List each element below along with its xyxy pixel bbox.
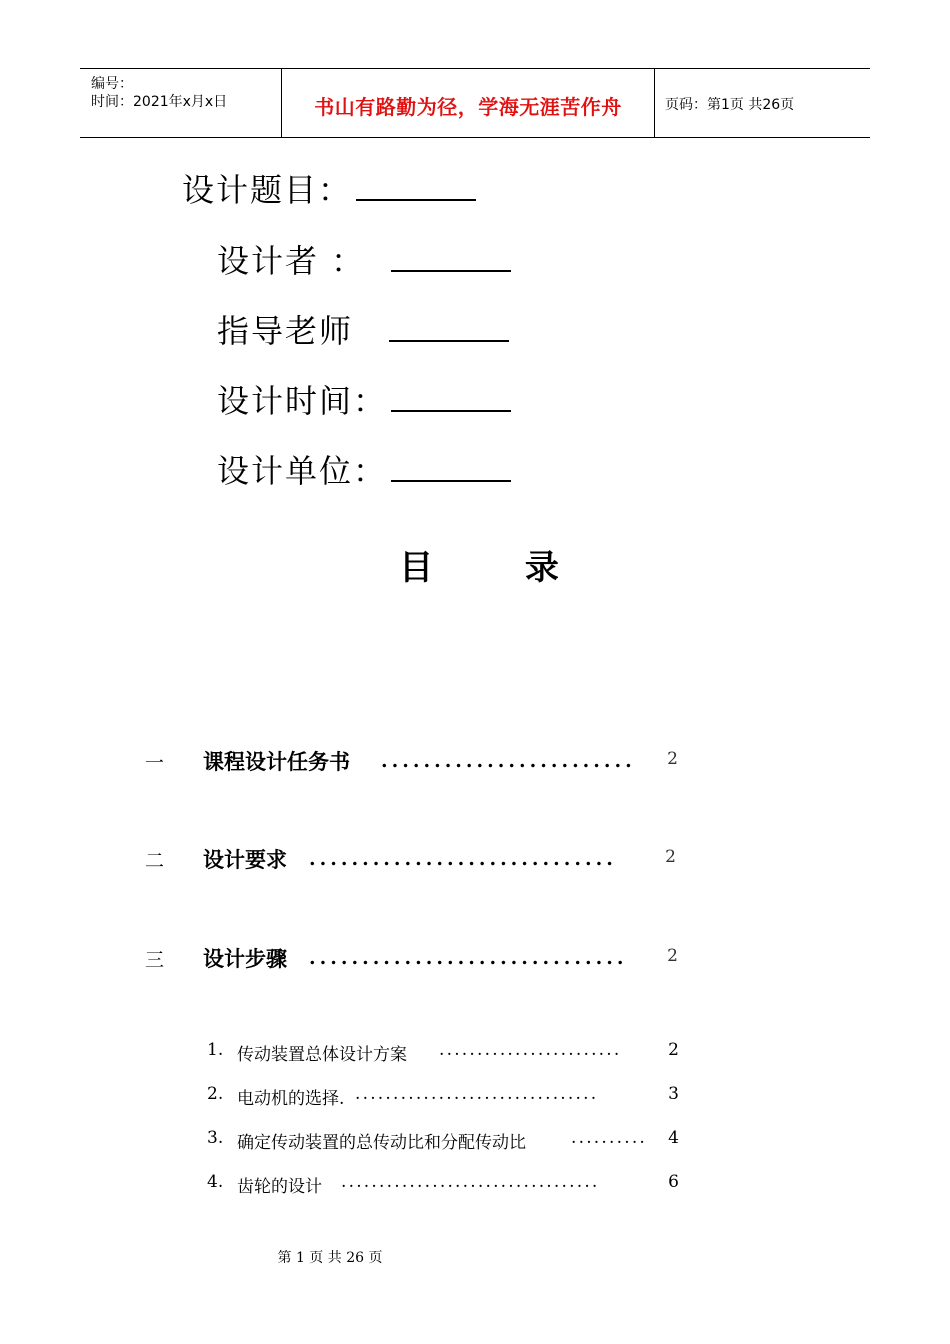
field-blank-line (391, 240, 511, 272)
toc-leader-dots: ................................ (355, 1084, 599, 1104)
toc-entry-page: 2 (667, 946, 678, 966)
toc-subentry[interactable] (207, 1172, 679, 1196)
toc-entry-text: 设计步骤 (203, 947, 287, 971)
header-motto-cell (282, 69, 655, 137)
toc-subentry[interactable] (207, 1128, 679, 1152)
toc-leader-dots: .............................. (309, 947, 628, 969)
motto-text: 书山有路勤为径，学海无涯苦作舟 (314, 95, 622, 119)
field-label: 设计题目： (182, 171, 353, 209)
field-designer (217, 236, 511, 282)
field-blank-line (356, 169, 476, 201)
toc-entry[interactable] (145, 844, 680, 874)
field-label: 设计者 ： (217, 242, 366, 280)
toc-entry-page: 2 (665, 847, 676, 867)
toc-leader-dots: ........................ (439, 1040, 622, 1060)
field-design-unit (217, 446, 511, 492)
toc-entry[interactable] (145, 943, 680, 973)
toc-subentry-text: 确定传动装置的总传动比和分配传动比 (237, 1133, 526, 1153)
time-label: 时间：2021年x月x日 (91, 94, 228, 110)
toc-subentry-text: 传动装置总体设计方案 (237, 1045, 407, 1065)
field-label: 设计时间： (217, 382, 388, 420)
field-advisor (217, 306, 509, 352)
page-footer: 第 1 页 共 26 页 (277, 1250, 383, 1266)
header-meta-cell (80, 69, 282, 137)
toc-title: 目 录 (399, 548, 599, 588)
field-blank-line (391, 450, 511, 482)
toc-entry-number: 一 (145, 752, 165, 774)
field-design-time (217, 376, 511, 422)
field-blank-line (389, 310, 509, 342)
header-page-number: 页码：第1页 共26页 (665, 97, 795, 113)
toc-subentry-page: 2 (668, 1040, 679, 1060)
serial-number-label: 编号： (91, 76, 133, 92)
toc-leader-dots: .................................. (341, 1172, 600, 1192)
page-header (80, 68, 870, 138)
toc-leader-dots: ............................. (309, 848, 617, 870)
toc-subentry-number: 3. (207, 1128, 224, 1148)
toc-subentry-text: 电动机的选择. (237, 1089, 345, 1109)
toc-entry-page: 2 (667, 749, 678, 769)
header-page-cell (655, 69, 870, 137)
field-label: 指导老师 (217, 312, 354, 350)
toc-subentry[interactable] (207, 1084, 679, 1108)
toc-subentry-text: 齿轮的设计 (237, 1177, 322, 1197)
toc-leader-dots: .......... (571, 1128, 648, 1148)
toc-subentry-page: 6 (668, 1172, 679, 1192)
toc-leader-dots: ........................ (381, 750, 636, 772)
field-label: 设计单位： (217, 452, 388, 490)
toc-subentry-page: 3 (668, 1084, 679, 1104)
field-blank-line (391, 380, 511, 412)
toc-subentry-number: 2. (207, 1084, 224, 1104)
toc-entry-number: 三 (145, 949, 165, 971)
toc-entry-text: 设计要求 (203, 848, 287, 872)
toc-subentry-number: 4. (207, 1172, 224, 1192)
field-design-title (182, 165, 476, 211)
toc-entry[interactable] (145, 746, 680, 776)
toc-entry-number: 二 (145, 850, 165, 872)
toc-entry-text: 课程设计任务书 (203, 750, 350, 774)
toc-subentry-number: 1. (207, 1040, 224, 1060)
toc-subentry[interactable] (207, 1040, 679, 1064)
toc-subentry-page: 4 (668, 1128, 679, 1148)
